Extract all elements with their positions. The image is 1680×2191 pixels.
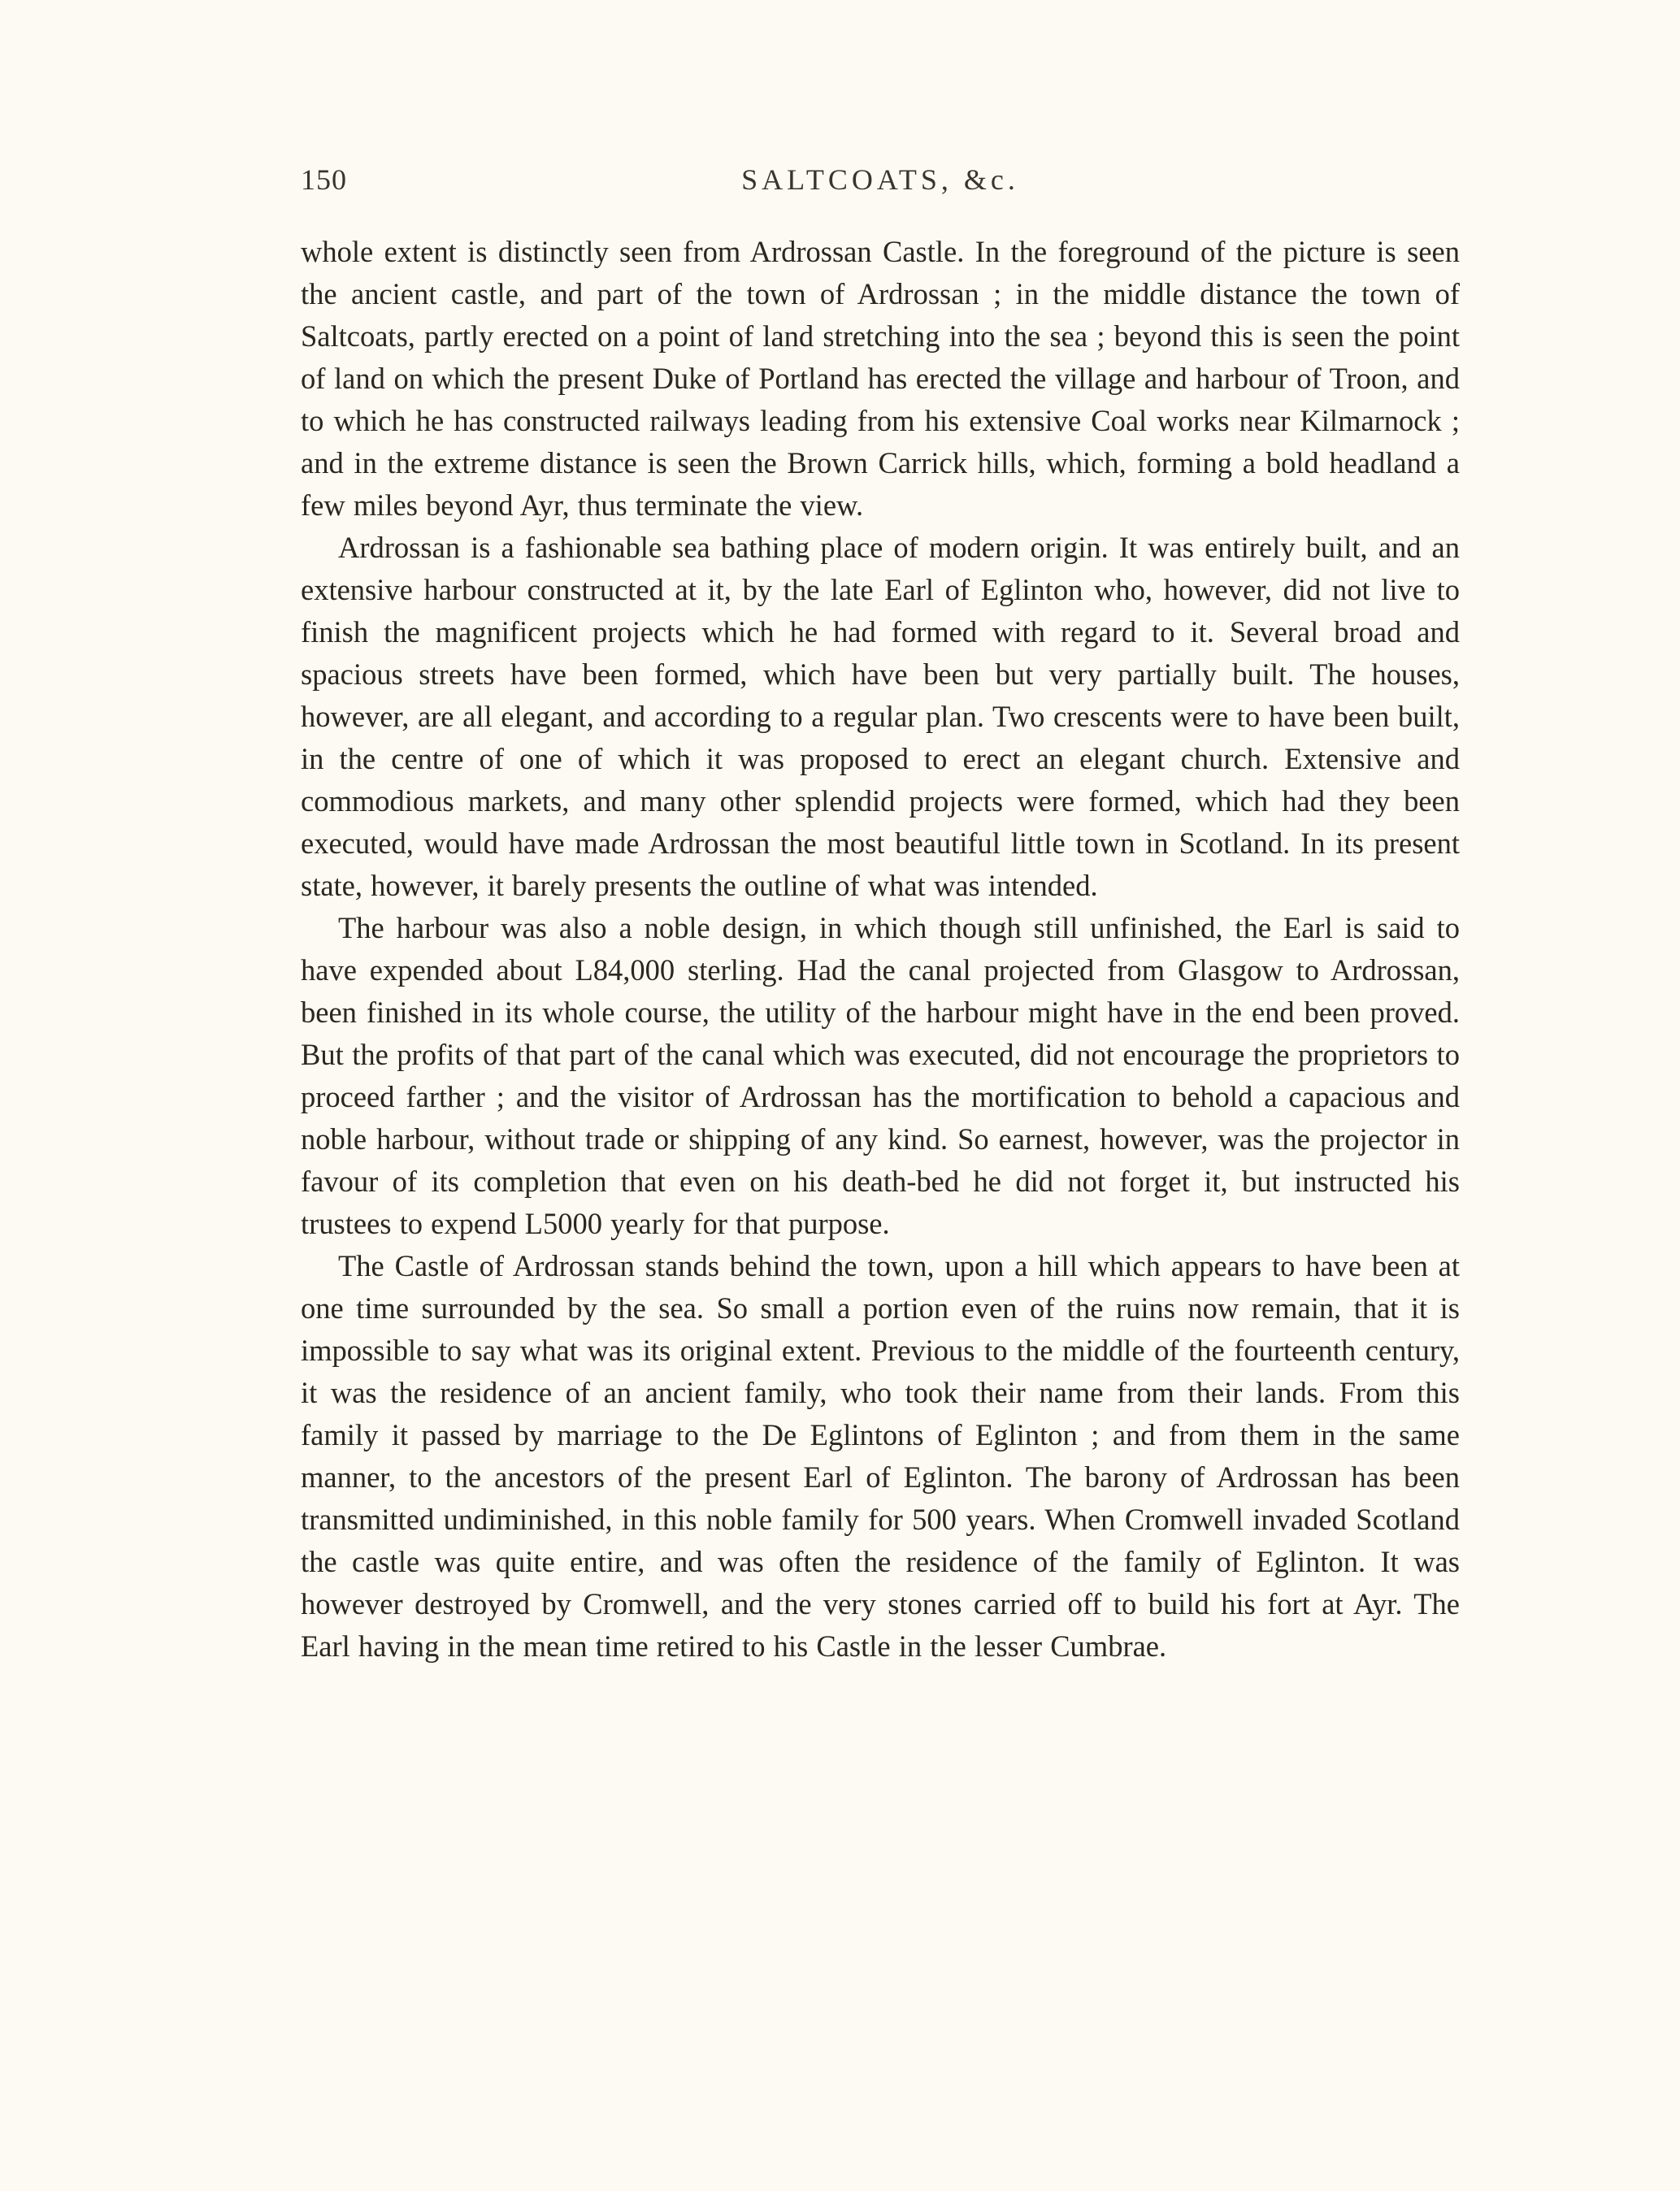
running-head [301, 163, 1460, 211]
running-title: SALTCOATS, &c. [741, 163, 1019, 196]
paragraph-continuation: whole extent is distinctly seen from Ardrossan Castle. In the foreground of the picture is seen the ancient castle, and part of the town of Ardrossan ; in the middle distance the town of Saltcoats, partly erected on a point of land stretching into the sea ; beyond this is seen the point of land on which the present Duke of Portland has erected the village and harbour of Troon, and to which he has constructed railways leading from his extensive Coal works near Kilmarnock ; and in the extreme distance is seen the Brown Carrick hills, which, forming a bold headland a few miles beyond Ayr, thus terminate the view. [301, 235, 1460, 522]
paragraph-ardrossan: Ardrossan is a fashionable sea bathing place of modern origin. It was entirely built, and an extensive harbour constructed at it, by the late Earl of Eglinton who, however, did not live to finish the magnificent projects which he had formed with regard to it. Several broad and spacious streets have been formed, which have been but very partially built. The houses, however, are all elegant, and according to a regular plan. Two crescents were to have been built, in the centre of one of which it was proposed to erect an elegant church. Extensive and commodious markets, and many other splendid projects were formed, which had they been executed, would have made Ardrossan the most beautiful little town in Scotland. In its present state, however, it barely presents the outline of what was intended. [301, 531, 1460, 902]
page-number: 150 [301, 163, 347, 196]
body-text [301, 231, 1460, 1668]
paragraph-harbour: The harbour was also a noble design, in which though still unfinished, the Earl is said to have expended about L84,000 sterling. Had the canal projected from Glasgow to Ardrossan, been finished in its whole course, the utility of the harbour might have in the end been proved. But the profits of that part of the canal which was executed, did not encourage the proprietors to proceed farther ; and the visitor of Ardrossan has the mortification to behold a capacious and noble harbour, without trade or shipping of any kind. So earnest, however, was the projector in favour of its completion that even on his death-bed he did not forget it, but instructed his trustees to expend L5000 yearly for that purpose. [301, 911, 1460, 1240]
paragraph-castle: The Castle of Ardrossan stands behind the town, upon a hill which appears to have been at one time surrounded by the sea. So small a portion even of the ruins now remain, that it is impossible to say what was its original extent. Previous to the middle of the fourteenth century, it was the residence of an ancient family, who took their name from their lands. From this family it passed by marriage to the De Eglintons of Eglinton ; and from them in the same manner, to the ancestors of the present Earl of Eglinton. The barony of Ardrossan has been transmitted undiminished, in this noble family for 500 years. When Cromwell invaded Scotland the castle was quite entire, and was often the residence of the family of Eglinton. It was however destroyed by Cromwell, and the very stones carried off to build his fort at Ayr. The Earl having in the mean time retired to his Castle in the lesser Cumbrae. [301, 1249, 1460, 1663]
